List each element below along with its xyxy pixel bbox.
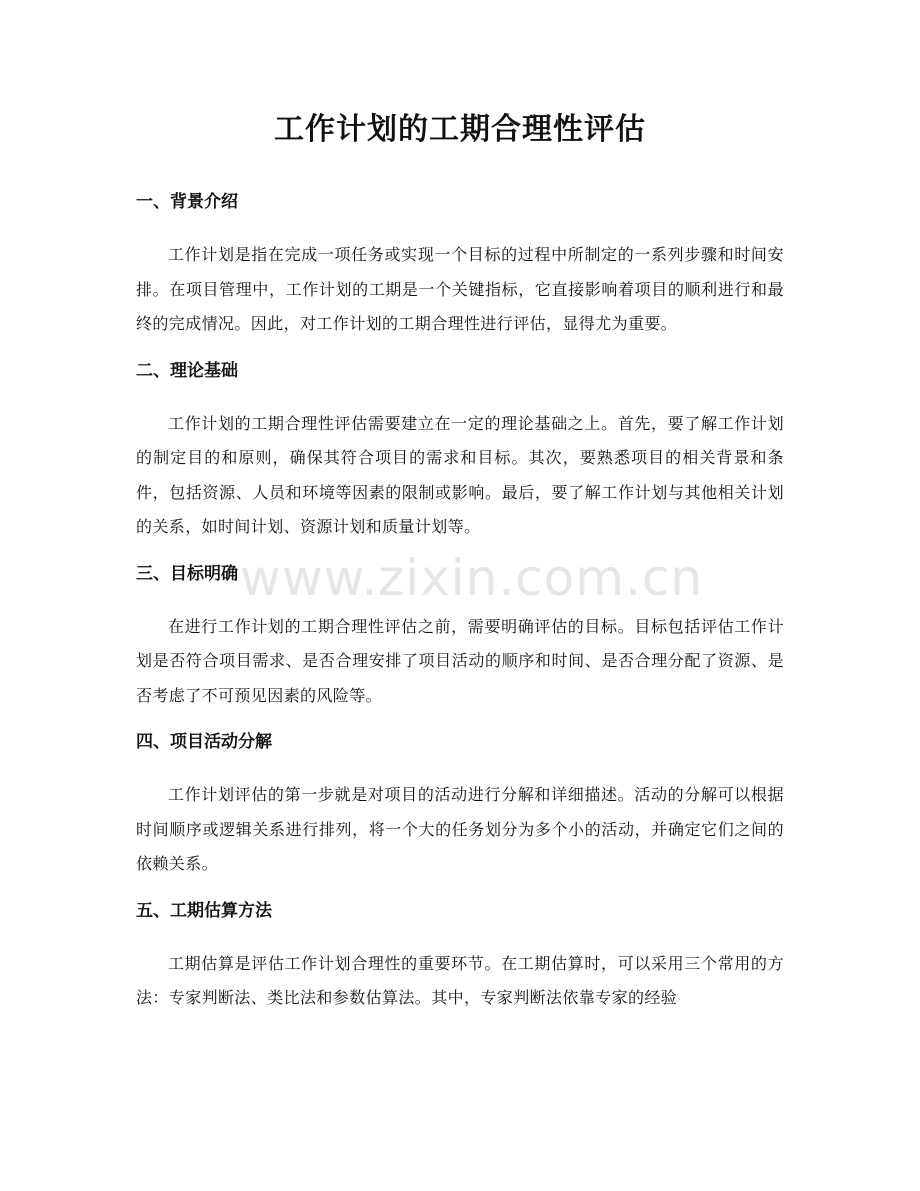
- watermark: www.zixin.com.cn: [240, 549, 704, 607]
- section-heading-theory: 二、理论基础: [136, 360, 238, 381]
- section-heading-goals: 三、目标明确: [136, 563, 238, 584]
- document-content: [136, 108, 784, 1016]
- section-paragraph-goals: 在进行工作计划的工期合理性评估之前，需要明确评估的目标。目标包括评估工作计划是否符合项目需求、是否合理安排了项目活动的顺序和时间、是否合理分配了资源、是否考虑了不可预见因素的风险等。: [136, 616, 784, 705]
- document-title: 工作计划的工期合理性评估: [274, 112, 646, 147]
- section-paragraph-background: 工作计划是指在完成一项任务或实现一个目标的过程中所制定的一系列步骤和时间安排。在项目管理中，工作计划的工期是一个关键指标，它直接影响着项目的顺利进行和最终的完成情况。因此，对工作计划的工期合理性进行评估，显得尤为重要。: [136, 245, 784, 333]
- section-paragraph-activity-breakdown: 工作计划评估的第一步就是对项目的活动进行分解和详细描述。活动的分解可以根据时间顺序或逻辑关系进行排列，将一个大的任务划分为多个小的活动，并确定它们之间的依赖关系。: [136, 785, 784, 873]
- section-paragraph-theory: 工作计划的工期合理性评估需要建立在一定的理论基础之上。首先，要了解工作计划的制定目的和原则，确保其符合项目的需求和目标。其次，要熟悉项目的相关背景和条件，包括资源、人员和环境等因素的限制或影响。最后，要了解工作计划与其他相关计划的关系，如时间计划、资源计划和质量计划等。: [136, 413, 784, 536]
- section-heading-estimation-methods: 五、工期估算方法: [136, 900, 272, 921]
- section-heading-background: 一、背景介绍: [136, 192, 238, 212]
- section-paragraph-estimation-methods: 工期估算是评估工作计划合理性的重要环节。在工期估算时，可以采用三个常用的方法：专家判断法、类比法和参数估算法。其中，专家判断法依靠专家的经验: [136, 953, 784, 1007]
- section-heading-activity-breakdown: 四、项目活动分解: [136, 732, 272, 752]
